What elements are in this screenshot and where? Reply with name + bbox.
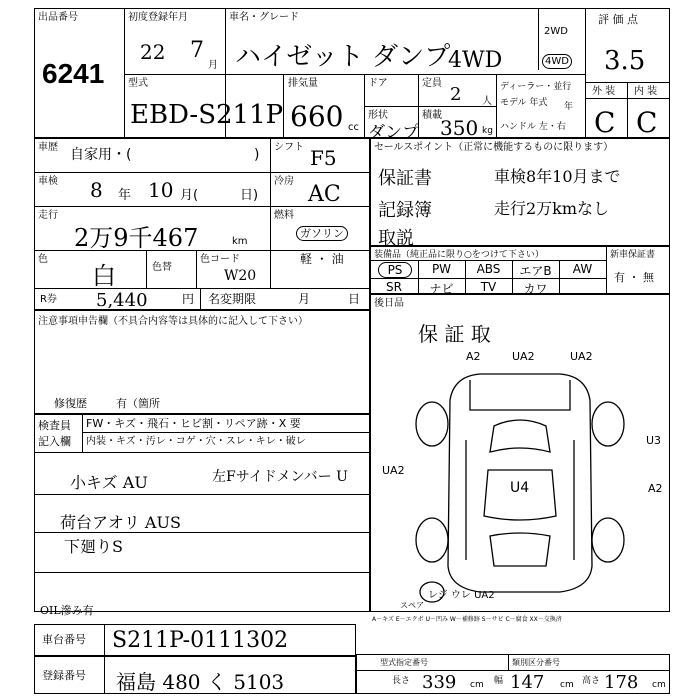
capacity-label: 定員 [422, 78, 442, 89]
inspection-month: 10 [148, 178, 174, 202]
length-value: 339 [422, 672, 457, 693]
fuel-value: ガソリン [296, 226, 348, 241]
grade-value: 3.5 [604, 46, 646, 76]
plate-label: 登録番号 [42, 669, 86, 682]
history-value: 自家用・( [70, 147, 132, 163]
after-value: 保 証 取 [418, 322, 491, 346]
inspection-label: 車検 [38, 176, 58, 187]
name-change-label: 名変期限 [208, 292, 257, 306]
model-year-label: モデル 年式 [500, 98, 548, 108]
equip-ps: PS [378, 262, 412, 278]
inspector-label-1: 検査員 [38, 419, 71, 432]
load-value: 350 [440, 116, 479, 140]
new-car-options: 有 ・ 無 [614, 271, 654, 284]
year-unit: 年 [564, 102, 574, 112]
grade-label: 評 価 点 [598, 13, 638, 26]
interior-grade: C [636, 106, 658, 139]
car-damage-diagram [370, 340, 670, 612]
equip-aw: AW [572, 262, 593, 276]
selling-item-4: 走行2万kmなし [494, 199, 610, 218]
exterior-label: 外 装 [592, 86, 616, 97]
lot-label: 出品番号 [38, 12, 78, 23]
recycle-unit: 円 [182, 292, 195, 306]
doors-label: ドア [368, 78, 388, 89]
equipment-label: 装備品（純正品に限り○をつけて下さい） [374, 250, 544, 260]
plate-value: 福島 480 く 5103 [116, 670, 285, 694]
inspection-year-unit: 年 [118, 188, 132, 203]
interior-label: 内 装 [634, 86, 658, 97]
reg-month-unit: 月 [208, 60, 218, 71]
height-label: 高さ [582, 676, 601, 686]
doors-value: 2 [450, 84, 462, 105]
exterior-grade: C [594, 106, 616, 139]
width-label: 幅 [494, 676, 504, 686]
chassis-number: S211P-0111302 [112, 628, 289, 653]
name-change-month: 月 [298, 292, 311, 306]
reg-year: 22 [140, 40, 166, 64]
repaint-label: 色替 [152, 262, 172, 273]
ac-value: AC [308, 182, 341, 207]
diagram-mark-ua2-top-2: UA2 [570, 350, 593, 363]
selling-block [370, 138, 670, 246]
length-label: 長さ [392, 676, 411, 686]
drive-4wd: 4WD [542, 54, 572, 69]
drive-2wd: 2WD [544, 26, 568, 37]
diagram-mark-ua2-top-1: UA2 [512, 350, 535, 363]
inspector-legend-2: 内装・キズ・汚レ・コゲ・穴・スレ・キレ・破レ [86, 436, 306, 447]
mileage-value: 2万9千467 [74, 224, 199, 252]
diagram-mark-bottom: レジ ウレ UA2 [428, 590, 495, 601]
height-unit: cm [652, 680, 666, 690]
shape-value: ダンプ [368, 123, 420, 143]
spare-label: スペア [400, 601, 424, 610]
equip-leather: カワ [523, 282, 548, 296]
mileage-unit: km [232, 236, 248, 247]
handle-label: ハンドル 左・右 [500, 122, 566, 132]
reg-label: 初度登録年月 [128, 12, 188, 23]
inspector-comment-2: 左Fサイドメンバー U [212, 469, 348, 485]
damage-legend: A－キズ E－エクボ U－凹み W－補修跡 S－サビ C－腐食 XX－交換済 [372, 616, 562, 623]
inspector-comment-4: 下廻りS [64, 537, 123, 556]
shape-label: 形状 [368, 110, 388, 121]
equip-abs: ABS [476, 262, 501, 276]
equip-pw: PW [431, 262, 452, 276]
model-label: 型式 [128, 78, 148, 89]
load-label: 積載 [422, 110, 442, 121]
recycle-value: 5,440 [96, 290, 148, 311]
equip-tv: TV [480, 280, 497, 294]
history-close: ) [254, 147, 260, 163]
diagram-mark-a2-right: A2 [648, 482, 663, 495]
displacement-unit: cc [348, 122, 359, 133]
inspector-comment-5: OIL滲み有 [40, 604, 94, 617]
reg-month: 7 [190, 38, 204, 63]
lot-number: 6241 [42, 58, 105, 89]
selling-label: セールスポイント（正常に機能するものに限ります） [374, 142, 614, 153]
category-label: 類別区分番号 [512, 658, 560, 667]
diagram-mark-a2-top: A2 [466, 350, 481, 363]
equip-sr: SR [386, 280, 402, 294]
car-name-label: 車名・グレード [229, 12, 299, 23]
diagram-mark-u3: U3 [646, 434, 662, 447]
chassis-label: 車台番号 [42, 633, 86, 646]
shift-value: F5 [310, 146, 337, 170]
height-value: 178 [604, 672, 639, 693]
notes-label: 注意事項申告欄（不具合内容等は具体的に記入して下さい） [38, 316, 308, 327]
equip-airbag: エアB [519, 264, 552, 278]
inspection-year: 8 [90, 178, 103, 202]
inspector-label-2: 記入欄 [38, 435, 71, 448]
shift-label: シフト [274, 142, 304, 153]
inspection-month-unit: 月( [180, 188, 199, 203]
history-label: 車歴 [38, 142, 58, 153]
diagram-mark-u4: U4 [510, 480, 530, 496]
inspector-legend-1: FW・キズ・飛石・ヒビ割・リペア跡・X 要 [86, 417, 301, 430]
inspector-comment-3: 荷台アオリ AUS [60, 513, 181, 532]
mileage-label: 走行 [38, 210, 58, 221]
width-unit: cm [560, 680, 574, 690]
drive-note: 4WD [448, 48, 503, 73]
displacement-value: 660 [290, 100, 344, 133]
length-unit: cm [470, 680, 484, 690]
after-label: 後日品 [374, 298, 404, 309]
ac-label: 冷房 [274, 176, 294, 187]
color-code-label: 色コード [200, 254, 240, 265]
selling-item-2: 車検8年10月まで [494, 167, 621, 186]
selling-item-1: 保証書 [378, 168, 432, 189]
car-name: ハイゼット ダンプ [235, 42, 451, 72]
displacement-label: 排気量 [288, 78, 318, 89]
selling-item-5: 取説 [378, 228, 414, 249]
equip-navi: ナビ [429, 282, 454, 296]
repair-value: 有（箇所 [116, 397, 160, 410]
new-car-label: 新車保証書 [610, 250, 656, 260]
inspection-day-unit: 日) [240, 188, 259, 203]
designation-label: 型式指定番号 [380, 658, 428, 667]
model-value: EBD-S211P [130, 100, 284, 130]
color-value: 白 [92, 262, 116, 290]
capacity-unit: 人 [482, 96, 492, 107]
recycle-label: R券 [40, 294, 57, 305]
load-unit: kg [482, 126, 493, 136]
width-value: 147 [510, 672, 545, 693]
inspector-comment-1: 小キズ AU [70, 473, 148, 492]
color-code: W20 [224, 268, 257, 284]
fuel-label: 燃料 [274, 210, 294, 221]
dealer-label: ディーラー・並行 [500, 82, 572, 92]
repair-label: 修復歴 [54, 397, 87, 410]
name-change-day: 日 [348, 292, 361, 306]
fuel-options: 軽 ・ 油 [300, 252, 344, 266]
selling-item-3: 記録簿 [378, 200, 432, 221]
color-label: 色 [38, 254, 48, 265]
diagram-mark-ua2-left: UA2 [382, 464, 405, 477]
